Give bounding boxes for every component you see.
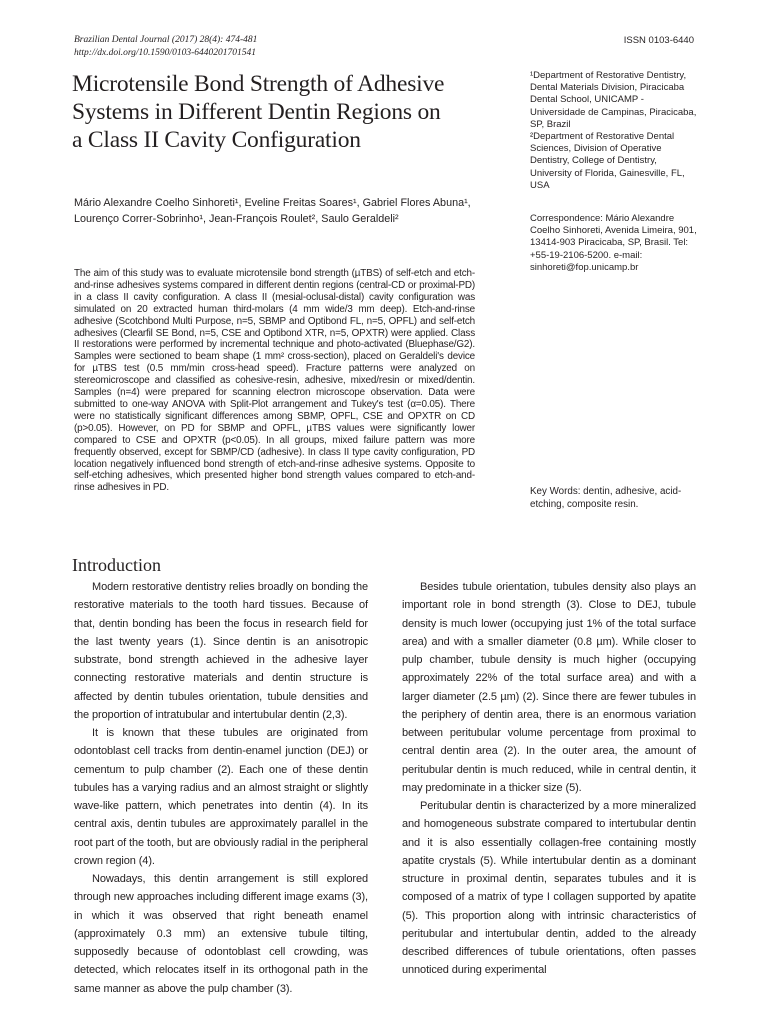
paragraph: Besides tubule orientation, tubules density also plays an important role in bond strength (3). Close to DEJ, tubule density is much lower (occupying just 1% of the total surface area) and with a smaller diameter (0.8 µm). While closer to pulp chamber, tubule density is much higher (occupying approximately 22% of the total surface area) and with a larger diameter (2.5 µm) (2). Since there are fewer tubules in the periphery of dentin area, there is an enormous variation between peritubular volume percentage from proximal to central dentin area (2). In the outer area, the amount of peritubular dentin is much reduced, while in central dentin, it may predominate in a thicker size (5). (402, 581, 696, 794)
issn: ISSN 0103-6440 (623, 35, 694, 46)
body-column-right (402, 578, 696, 980)
abstract: The aim of this study was to evaluate microtensile bond strength (µTBS) of self-etch and etch-and-rinse adhesives systems compared in different dentin regions (central-CD or proximal-PD) in a class II cavity configuration. A class II (mesial-oclusal-distal) cavity configuration was simulated on 20 extracted human third-molars (4 mm wide/3 mm deep). Etch-and-rinse adhesive (Scotchbond Multi Purpose, n=5, SBMP and Optibond FL, n=5, OPFL) and self-etch adhesives (Clearfil SE Bond, n=5, CSE and Optibond XTR, n=5, OPXTR) were applied. Class II restorations were performed by incremental technique and photo-activated (Bluephase/G2). Samples were sectioned to beam shape (1 mm² cross-section), placed on Geraldeli's device for µTBS test (0.5 mm/min cross-head speed). Fracture patterns were analyzed on stereomicroscope and classified as cohesive-resin, adhesive, mixed/resin or mixed/dentin. Samples (n=4) were prepared for scanning electron microscope observation. Data were submitted to one-way ANOVA with Split-Plot arrangement and Tukey's test (α=0.05). There were no statistically significant differences among SBMP, OPFL, CSE and OPXTR on CD (p>0.05). However, on PD for SBMP and OPFL, µTBS values were significantly lower compared to CSE and OPXTR (p<0.05). In all groups, mixed failure pattern was more frequently observed, except for SBMP/CD (adhesive). In class II type cavity configuration, PD location negatively influenced bond strength of etch-and-rinse adhesive systems. Opposite to self-etching adhesives, which presented higher bond strength values compared to etch-and-rinse adhesives in PD. (74, 268, 475, 494)
paragraph: Nowadays, this dentin arrangement is still explored through new approaches including different image exams (3), in which it was observed that right beneath enamel (approximately 0.3 mm) an extensive tubule tilting, supposedly because of odontoblast cell crowding, was detected, which relocates itself in its orthogonal path in the same manner as above the pulp chamber (3). (74, 873, 368, 995)
affiliations (530, 70, 700, 192)
body-column-left (74, 578, 368, 998)
journal-line: Brazilian Dental Journal (2017) 28(4): 474-481 (74, 35, 258, 45)
keywords: Key Words: dentin, adhesive, acid-etching, composite resin. (530, 486, 682, 510)
journal-citation (74, 34, 257, 60)
article-title: Microtensile Bond Strength of Adhesive Systems in Different Dentin Regions on a Class II Cavity Configuration (72, 71, 445, 153)
doi-link[interactable]: http://dx.doi.org/10.1590/0103-6440201701541 (74, 48, 256, 58)
affiliation-2: ²Department of Restorative Dental Sciences, Division of Operative Dentistry, College of Dentistry, University of Florida, Gainesville, FL, USA (530, 131, 685, 191)
affiliation-1: ¹Department of Restorative Dentistry, Dental Materials Division, Piracicaba Dental School, UNICAMP - Universidade de Campinas, Piracicaba, SP, Brazil (530, 70, 697, 130)
paragraph: It is known that these tubules are originated from odontoblast cell tracks from dentin-enamel junction (DEJ) or cementum to pulp chamber (2). Each one of these dentin tubules has a varying radius and an almost straight or slightly wave-like pattern, which penetrates into dentin (4). In its central axis, dentin tubules are approximately parallel in the root part of the tooth, but are obviously radial in the peripheral crown region (4). (74, 727, 368, 867)
author-list: Mário Alexandre Coelho Sinhoreti¹, Eveline Freitas Soares¹, Gabriel Flores Abuna¹, Lourenço Correr-Sobrinho¹, Jean-François Roulet², Saulo Geraldeli² (74, 197, 471, 225)
section-heading-introduction: Introduction (72, 555, 161, 575)
paragraph: Peritubular dentin is characterized by a more mineralized and homogeneous substrate compared to intertubular dentin and it is also essentially collagen-free containing mostly apatite crystals (5). While intertubular dentin as a dominant structure in proximal dentin, separates tubules and it is composed of a matrix of type I collagen supported by apatite (5). This proportion along with intrinsic characteristics of peritubular and intertubular dentin, added to the already described differences of tubule orientations, often passes unnoticed during experimental (402, 800, 696, 977)
paragraph: Modern restorative dentistry relies broadly on bonding the restorative materials to the tooth hard tissues. Because of that, dentin bonding has been the focus in research field for the last twenty years (1). Since dentin is an anisotropic substrate, bond strength achieved in the adhesive layer connecting restorative materials and dentin structure is affected by dentin tubules orientation, tubule densities and the proportion of intratubular and intertubular dentin (2,3). (74, 581, 368, 721)
correspondence: Correspondence: Mário Alexandre Coelho Sinhoreti, Avenida Limeira, 901, 13414-903 Piracicaba, SP, Brasil. Tel: +55-19-2106-5200. e-mail: sinhoreti@fop.unicamp.br (530, 213, 697, 273)
